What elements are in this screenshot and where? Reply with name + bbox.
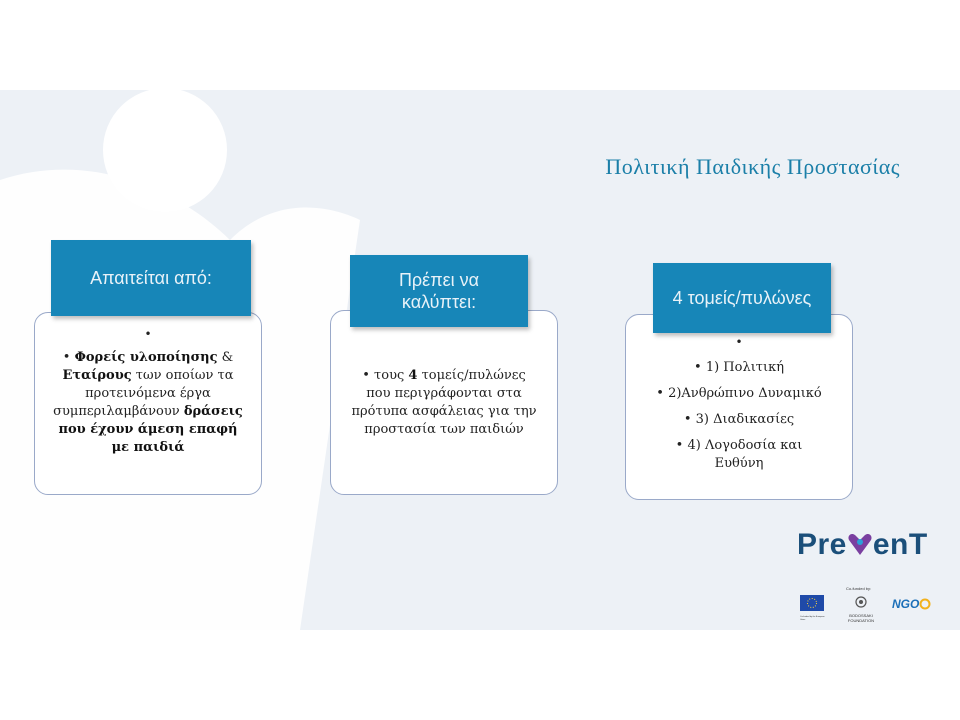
plain-text: τομείς/πυλώνες που περιγράφονται στα πρότυπα ασφάλειας για την προστασία των παιδιών [351, 368, 537, 437]
bullet-dot: • [62, 350, 71, 365]
card-required-by [34, 312, 262, 495]
card-must-cover [330, 310, 558, 495]
eu-flag-logo: Co-funded by the European Union [800, 595, 826, 622]
card-header-four-pillars: 4 τομείς/πυλώνες [653, 263, 831, 333]
ngo-logo: NGO [892, 597, 931, 611]
heart-v-icon [847, 532, 873, 556]
list-item: • 1) Πολιτική [694, 360, 784, 375]
card-text [349, 367, 539, 439]
empty-bullet: • [735, 335, 743, 349]
bullet-dot: • [362, 368, 370, 383]
pillars-list [634, 359, 844, 481]
prevent-logo: Pre enT [797, 528, 928, 561]
pillar-label: 4) Λογοδοσία και Ευθύνη [687, 438, 803, 471]
pillar-label: 2)Ανθρώπινο Δυναμικό [668, 386, 822, 401]
ngo-swirl-icon [919, 598, 931, 610]
bold-text: δράσεις που έχουν άμεση επαφή με παιδιά [58, 404, 243, 455]
bold-text: 4 [408, 368, 418, 383]
list-item: • 2)Ανθρώπινο Δυναμικό [656, 386, 822, 401]
list-item: • 4) Λογοδοσία και Ευθύνη [675, 438, 803, 471]
plain-text: τους [374, 368, 409, 383]
card-header-must-cover: Πρέπει να καλύπτει: [350, 255, 528, 327]
page-title: Πολιτική Παιδικής Προστασίας [605, 154, 900, 179]
slide [0, 90, 960, 630]
plain-text: των οποίων τα προτεινόμενα έργα συμπεριλαμβάνουν [53, 368, 234, 419]
cofunded-label: Co-funded by: [846, 586, 872, 591]
eu-flag-icon [800, 595, 824, 611]
list-item: • 3) Διαδικασίες [683, 412, 795, 427]
pillar-label: 3) Διαδικασίες [695, 412, 795, 427]
bold-text: Εταίρους [62, 368, 132, 383]
card-text [49, 349, 247, 457]
card-four-pillars [625, 314, 853, 500]
bodossaki-emblem-icon [855, 596, 867, 608]
bold-text: Φορείς υλοποίησης [74, 350, 218, 365]
plain-text: & [217, 350, 234, 365]
bodossaki-logo: BODOSSAKI FOUNDATION [838, 595, 884, 623]
pillar-label: 1) Πολιτική [705, 360, 784, 375]
empty-bullet: • [144, 327, 152, 341]
card-header-required-by: Απαιτείται από: [51, 240, 251, 316]
